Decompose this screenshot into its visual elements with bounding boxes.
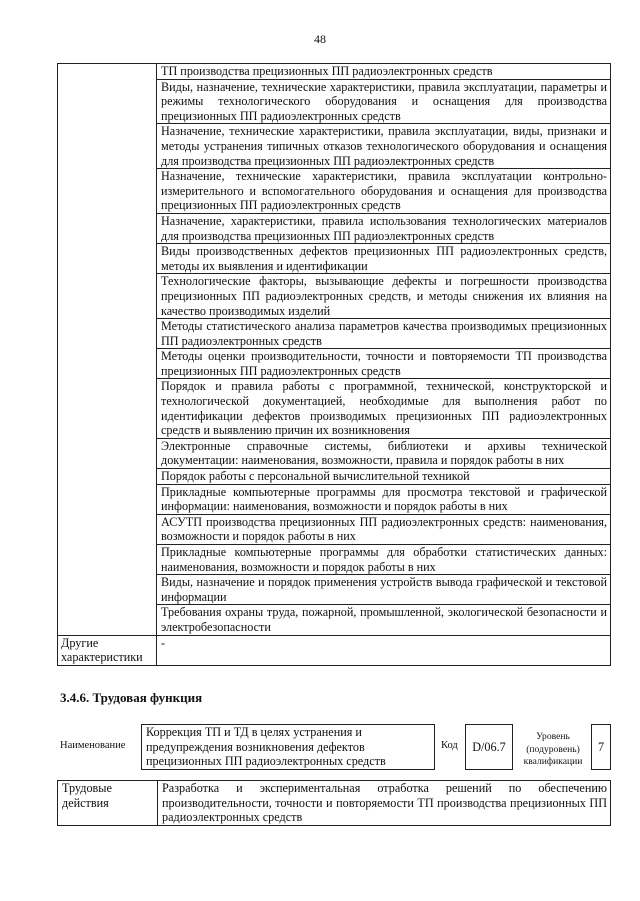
knowledge-item: Порядок и правила работы с программной, технической, конструкторской и технологической документацией, необходимые для выполнения работ по идентификации дефектов производимых прецизионных ПП радиоэлектронных средств и выявлению причин их возникновения (157, 379, 611, 438)
knowledge-item: Требования охраны труда, пожарной, промышленной, экологической безопасности и электробезопасности (157, 605, 611, 635)
code-label: Код (441, 740, 458, 751)
other-characteristics-value: - (157, 635, 611, 665)
knowledge-item: Технологические факторы, вызывающие дефекты и погрешности производства прецизионных ПП радиоэлектронных средств, и методы снижения их влияния на качество производимых изделий (157, 274, 611, 319)
knowledge-item: Виды производственных дефектов прецизионных ПП радиоэлектронных средств, методы их выявления и идентификации (157, 244, 611, 274)
section-title: 3.4.6. Трудовая функция (60, 690, 203, 705)
knowledge-item: Назначение, характеристики, правила использования технологических материалов для производства прецизионных ПП радиоэлектронных средств (157, 213, 611, 243)
knowledge-item: Методы оценки производительности, точности и повторяемости ТП производства прецизионных ПП радиоэлектронных средств (157, 349, 611, 379)
knowledge-item: Электронные справочные системы, библиотеки и архивы технической документации: наименования, возможности, правила и порядок работы в них (157, 438, 611, 468)
labor-actions-label: Трудовые действия (58, 781, 158, 826)
level-label: Уровень (подуровень) квалификации (523, 731, 583, 768)
knowledge-item: Виды, назначение и порядок применения устройств вывода графической и текстовой информации (157, 575, 611, 605)
knowledge-label-cell (58, 64, 157, 636)
level-box: 7 (591, 724, 611, 770)
knowledge-table (57, 63, 611, 666)
knowledge-item: ТП производства прецизионных ПП радиоэлектронных средств (157, 64, 611, 80)
knowledge-item: Прикладные компьютерные программы для обработки статистических данных: наименования, возможности и порядок работы в них (157, 545, 611, 575)
labor-actions-text: Разработка и экспериментальная отработка решений по обеспечению производительности, точности и повторяемости ТП производства прецизионных ПП радиоэлектронных средств (158, 781, 611, 826)
code-box: D/06.7 (465, 724, 513, 770)
knowledge-item: Прикладные компьютерные программы для просмотра текстовой и графической информации: наименования, возможности и порядок работы в них (157, 484, 611, 514)
name-label: Наименование (60, 740, 126, 751)
knowledge-item: Методы статистического анализа параметров качества производимых прецизионных ПП радиоэлектронных средств (157, 319, 611, 349)
knowledge-item: Назначение, технические характеристики, правила эксплуатации, виды, признаки и методы устранения типичных отказов технологического оборудования и оснащения для производства прецизионных ПП радиоэлектронных средств (157, 124, 611, 169)
other-characteristics-row (58, 635, 611, 665)
labor-actions-table (57, 780, 611, 826)
knowledge-item: Виды, назначение, технические характеристики, правила эксплуатации, параметры и режимы технологического оборудования и оснащения для производства прецизионных ПП радиоэлектронных средств (157, 79, 611, 124)
page-number: 48 (314, 32, 326, 46)
knowledge-item: Назначение, технические характеристики, правила эксплуатации контрольно-измерительного и вспомогательного оборудования и оснащения для производства прецизионных ПП радиоэлектронных средств (157, 169, 611, 214)
knowledge-row (58, 64, 611, 80)
function-name-box: Коррекция ТП и ТД в целях устранения и предупреждения возникновения дефектов прецизионных ПП радиоэлектронных средств (141, 724, 435, 770)
other-characteristics-label: Другие характеристики (58, 635, 157, 665)
knowledge-item: Порядок работы с персональной вычислительной техникой (157, 469, 611, 485)
labor-actions-row (58, 781, 611, 826)
knowledge-item: АСУТП производства прецизионных ПП радиоэлектронных средств: наименования, возможности и порядок работы в них (157, 514, 611, 544)
